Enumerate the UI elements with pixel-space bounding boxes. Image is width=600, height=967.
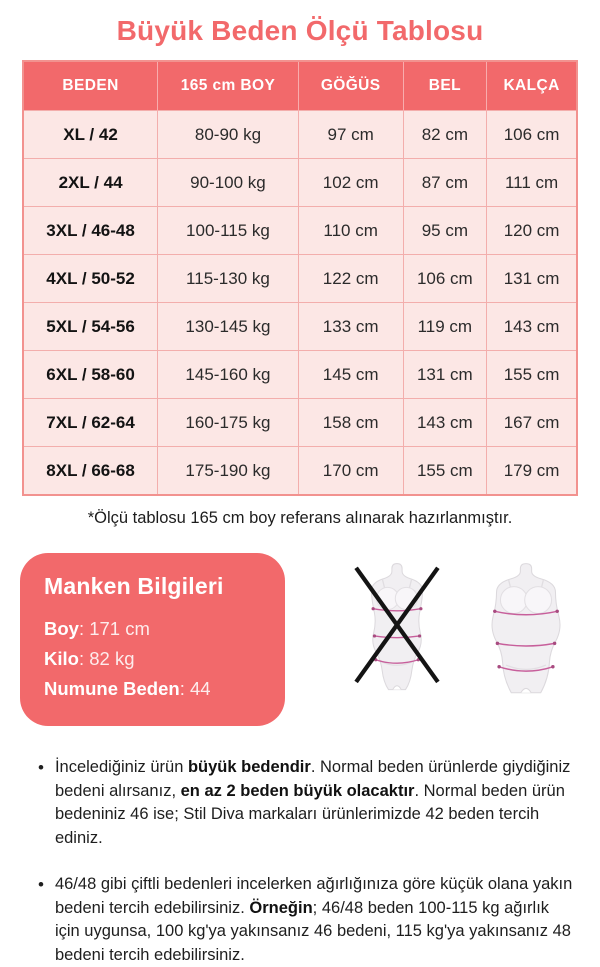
model-info-box [20,553,285,726]
size-cell: XL / 42 [23,111,158,159]
bullet-text: 46/48 gibi çiftli bedenleri incelerken ağırlığınıza göre küçük olana yakın bedeni tercih edebilirsiniz. Örneğin; 46/48 beden 100-115 kg ağırlık için uygunsa, 100 kg'ya yakınsanız 46 bedeni, 115 kg'ya yakınsanız 48 bedeni tercih edebilirsiniz. [54,875,573,964]
measurement-cell: 95 cm [403,207,487,255]
table-row [23,207,577,255]
measurement-cell: 90-100 kg [158,159,299,207]
table-row [23,303,577,351]
measurement-cell: 133 cm [298,303,403,351]
measurement-cell: 122 cm [298,255,403,303]
size-cell: 6XL / 58-60 [23,351,158,399]
size-table-container [22,60,578,496]
model-height-line: Boy: 171 cm [44,618,150,639]
crossed-out-slim-body-icon [342,561,452,693]
measurement-cell: 158 cm [298,399,403,447]
measurement-cell: 155 cm [403,447,487,496]
table-row [23,255,577,303]
measurement-cell: 97 cm [298,111,403,159]
measurement-cell: 155 cm [487,351,577,399]
table-row [23,399,577,447]
table-row [23,111,577,159]
bullet-dot: • [38,758,44,777]
measurement-cell: 160-175 kg [158,399,299,447]
measurement-cell: 145 cm [298,351,403,399]
bullet-dot: • [38,875,44,894]
table-header-row [23,61,577,111]
column-header-kalca: KALÇA [487,61,577,111]
measurement-cell: 106 cm [487,111,577,159]
model-sample-size-line: Numune Beden: 44 [44,678,211,699]
model-info-section [0,553,600,726]
column-header-beden: BEDEN [23,61,158,111]
table-row [23,447,577,496]
bullet-text: İncelediğiniz ürün büyük bedendir. Normal beden ürünlerde giydiğiniz bedeni alırsanız, en az 2 beden büyük olacaktır. Normal beden ürün bedeniniz 46 ise; Stil Diva markaları ürünlerimizde 42 beden tercih ediniz. [54,758,571,847]
body-figures [342,553,578,698]
measurement-cell: 80-90 kg [158,111,299,159]
measurement-cell: 130-145 kg [158,303,299,351]
measurement-cell: 167 cm [487,399,577,447]
model-weight-line: Kilo: 82 kg [44,648,135,669]
table-row [23,159,577,207]
measurement-cell: 143 cm [487,303,577,351]
bullet-size-difference [38,756,574,850]
measurement-cell: 102 cm [298,159,403,207]
size-cell: 5XL / 54-56 [23,303,158,351]
measurement-cell: 106 cm [403,255,487,303]
size-table [22,60,578,496]
measurement-cell: 145-160 kg [158,351,299,399]
size-cell: 4XL / 50-52 [23,255,158,303]
table-row [23,351,577,399]
measurement-cell: 170 cm [298,447,403,496]
info-bullet-list [0,756,600,967]
measurement-cell: 131 cm [403,351,487,399]
measurement-cell: 120 cm [487,207,577,255]
measurement-cell: 87 cm [403,159,487,207]
measurement-cell: 100-115 kg [158,207,299,255]
size-cell: 2XL / 44 [23,159,158,207]
size-cell: 7XL / 62-64 [23,399,158,447]
measurement-cell: 119 cm [403,303,487,351]
measurement-cell: 175-190 kg [158,447,299,496]
plus-size-body-icon [474,561,578,698]
column-header-gogus: GÖĞÜS [298,61,403,111]
page-title: Büyük Beden Ölçü Tablosu [116,15,484,46]
measurement-cell: 111 cm [487,159,577,207]
column-header-bel: BEL [403,61,487,111]
bullet-double-sizes [38,873,574,967]
model-info-title: Manken Bilgileri [44,573,224,599]
column-header-boy: 165 cm BOY [158,61,299,111]
measurement-cell: 115-130 kg [158,255,299,303]
measurement-cell: 82 cm [403,111,487,159]
measurement-cell: 143 cm [403,399,487,447]
size-cell: 3XL / 46-48 [23,207,158,255]
reference-footnote: *Ölçü tablosu 165 cm boy referans alınarak hazırlanmıştır. [87,509,513,527]
size-table-body [23,111,577,496]
measurement-cell: 110 cm [298,207,403,255]
measurement-cell: 179 cm [487,447,577,496]
size-cell: 8XL / 66-68 [23,447,158,496]
measurement-cell: 131 cm [487,255,577,303]
